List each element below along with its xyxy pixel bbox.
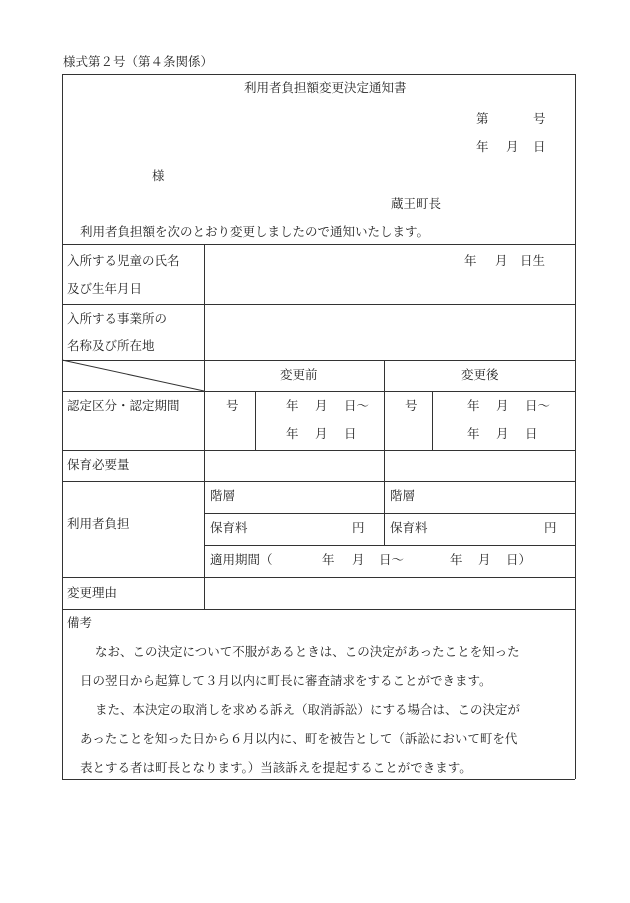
birth-day: 日生 [520, 253, 546, 268]
birth-month: 月 [495, 253, 508, 268]
tier-after-label: 階層 [390, 488, 416, 503]
cert-before-period-end: 年 月 日 [286, 426, 357, 441]
date-year: 年 [476, 139, 489, 154]
fee-before-yen: 円 [352, 520, 365, 535]
fee-after-yen: 円 [544, 520, 557, 535]
cert-after-period-end: 年 月 日 [467, 426, 538, 441]
burden-label: 利用者負担 [67, 516, 130, 531]
document-title: 利用者負担額変更決定通知書 [244, 80, 407, 95]
care-need-label: 保育必要量 [67, 457, 130, 472]
addressee-suffix: 様 [152, 168, 165, 183]
cert-before-period-start: 年 月 日～ [286, 398, 369, 413]
certification-label: 認定区分・認定期間 [67, 398, 180, 413]
column-before: 変更前 [280, 367, 318, 382]
facility-label-line2: 名称及び所在地 [67, 338, 155, 353]
column-after: 変更後 [461, 367, 499, 382]
form-id: 様式第２号（第４条関係） [63, 54, 214, 69]
intro-text: 利用者負担額を次のとおり変更しましたので通知いたします。 [80, 224, 430, 239]
cert-after-period-start: 年 月 日～ [467, 398, 550, 413]
child-label-line1: 入所する児童の氏名 [67, 253, 180, 268]
facility-label-line1: 入所する事業所の [67, 311, 168, 326]
period-year2: 年 [450, 552, 463, 567]
issuer: 蔵王町長 [391, 196, 442, 211]
tier-before-label: 階層 [210, 488, 236, 503]
notes-p2-line2: あったことを知った日から６月以内に、町を被告として（訴訟において町を代 [80, 731, 518, 746]
fee-after-label: 保育料 [390, 520, 428, 535]
cert-after-number-suffix: 号 [405, 398, 418, 413]
period-label: 適用期間（ [210, 552, 273, 567]
fee-before-label: 保育料 [210, 520, 248, 535]
date-day: 日 [533, 139, 546, 154]
notes-p2-line1: また、本決定の取消しを求める訴え（取消訴訟）にする場合は、この決定が [95, 702, 521, 717]
reason-label: 変更理由 [67, 585, 118, 600]
number-prefix: 第 [476, 111, 489, 126]
notes-p1-line1: なお、この決定について不服があるときは、この決定があったことを知った [95, 644, 520, 659]
date-month: 月 [506, 139, 519, 154]
notes-p1-line2: 日の翌日から起算して３月以内に町長に審査請求をすることができます。 [80, 673, 492, 688]
child-label-line2: 及び生年月日 [67, 281, 143, 296]
notes-heading: 備考 [67, 615, 93, 630]
number-suffix: 号 [533, 111, 546, 126]
notes-p2-line3: 表とする者は町長となります。）当該訴えを提起することができます。 [80, 760, 472, 775]
cert-before-number-suffix: 号 [226, 398, 239, 413]
period-year1: 年 [322, 552, 335, 567]
period-day1: 日～ [379, 552, 405, 567]
period-day2: 日） [506, 552, 532, 567]
period-month2: 月 [478, 552, 491, 567]
birth-year: 年 [464, 253, 477, 268]
period-month1: 月 [352, 552, 365, 567]
